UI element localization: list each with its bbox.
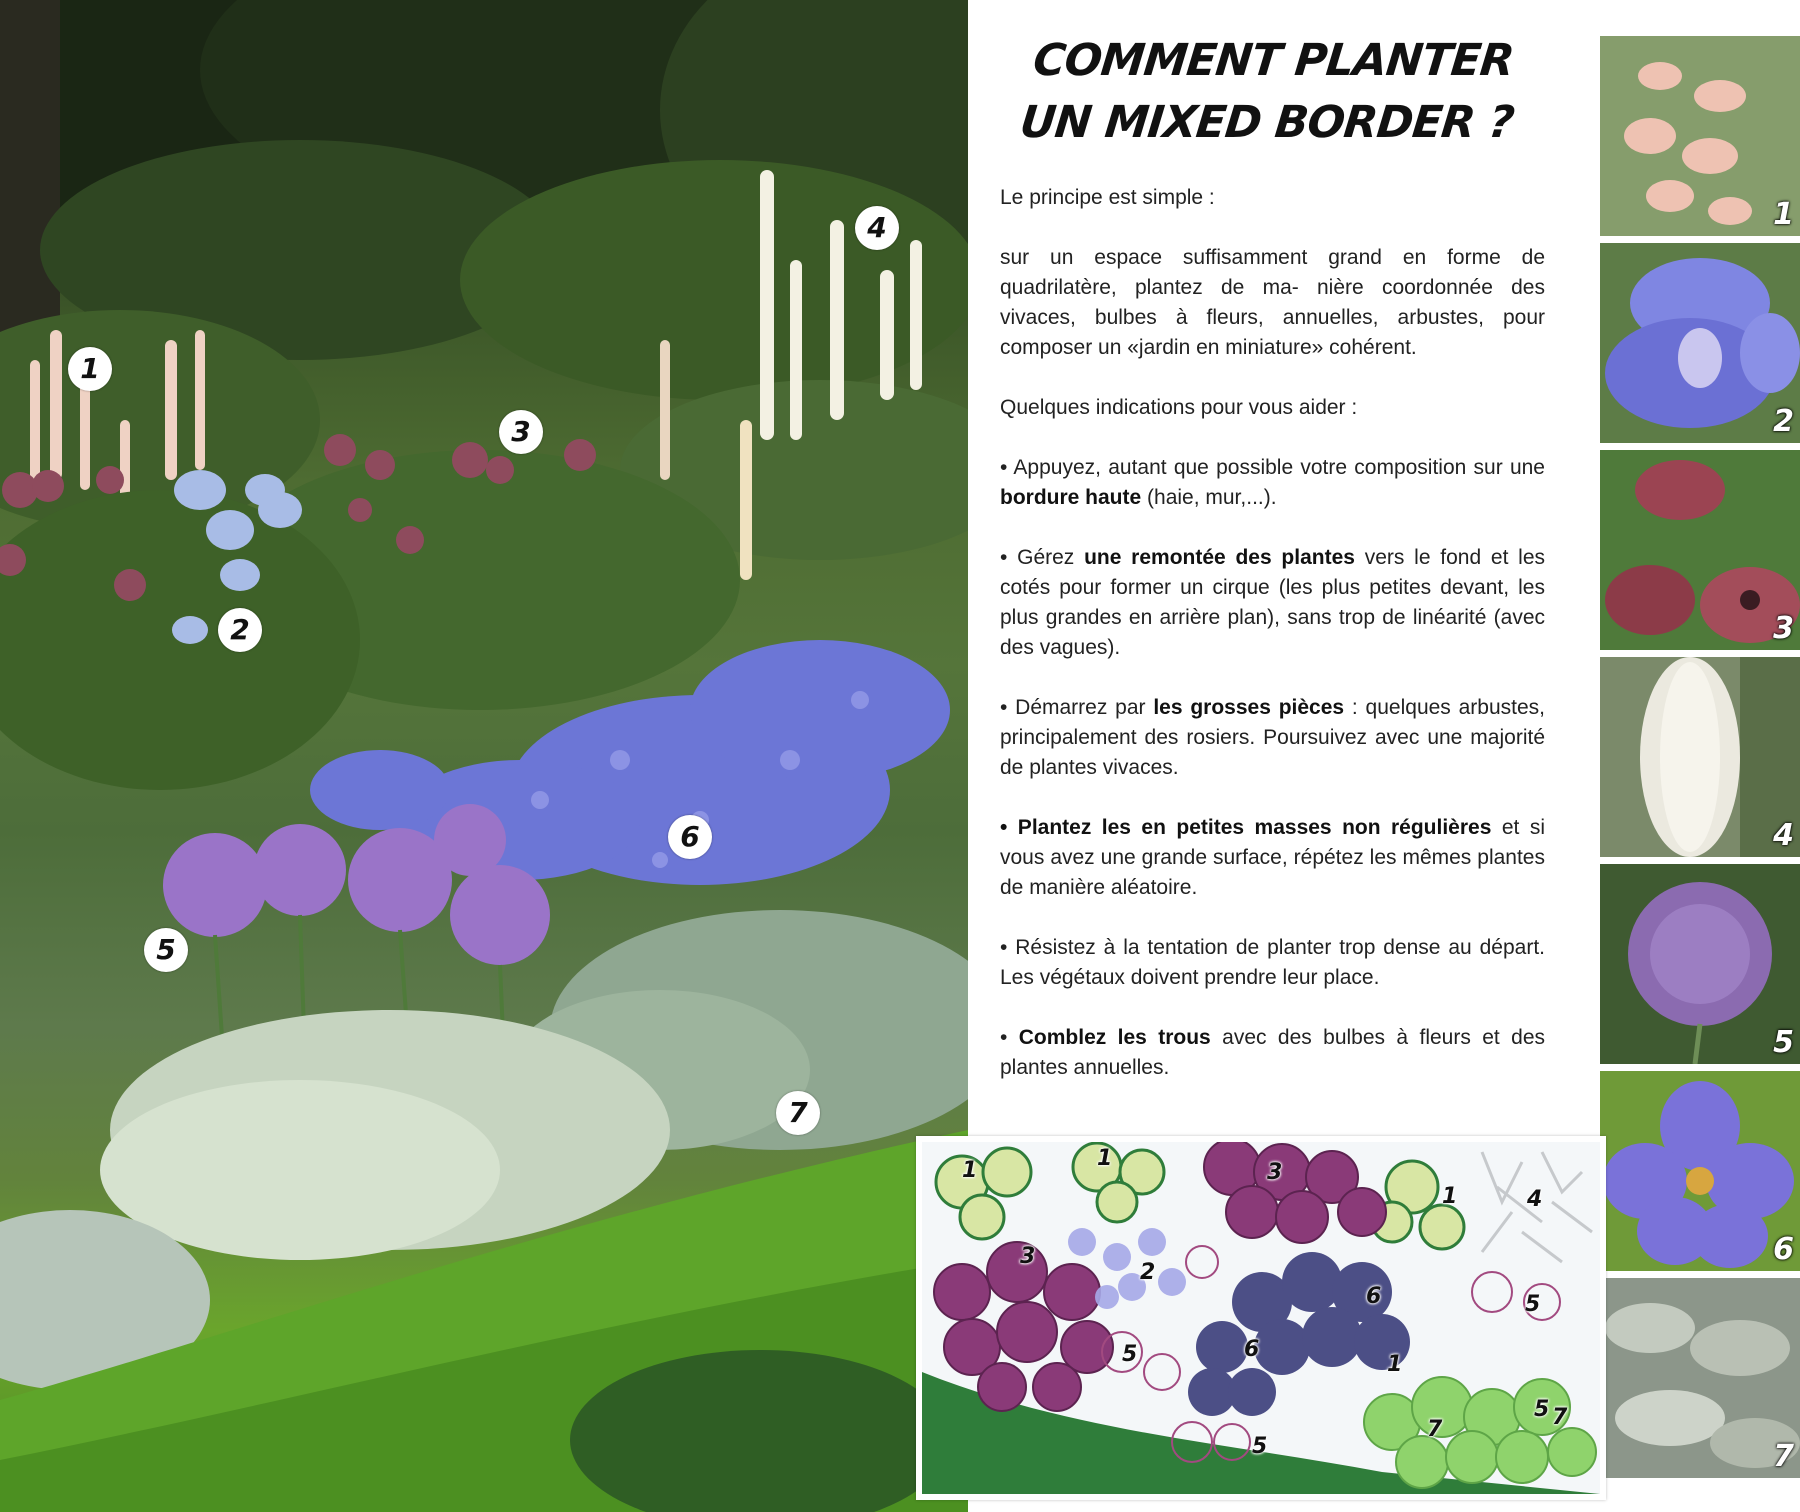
- diagram-label-1a: 1: [962, 1158, 978, 1183]
- tip-5: • Résistez à la tentation de planter trop dense au départ. Les végétaux doivent prendre leur place.: [1000, 936, 1545, 989]
- geranium-image: [1600, 1071, 1800, 1271]
- thumbnail-stachys: [1600, 1278, 1800, 1478]
- intro-text: Le principe est simple :: [1000, 186, 1215, 209]
- diagram-label-1b: 1: [1097, 1146, 1113, 1171]
- allium-image: [1600, 864, 1800, 1064]
- diagram-label-1c: 1: [1442, 1184, 1458, 1209]
- thumbnail-eremurus: [1600, 657, 1800, 857]
- principle-paragraph: sur un espace suffisamment grand en forme de quadrilatère, plantez de ma- nière coordonnée des vivaces, bulbes à fleurs, annuelles, arbustes, pour composer un «jardin en miniature» cohérent.: [1000, 246, 1545, 359]
- photo-marker-7: 7: [776, 1091, 820, 1135]
- diagram-label-7a: 7: [1427, 1417, 1443, 1442]
- iris-image: [1600, 243, 1800, 443]
- page-title: [993, 30, 1546, 154]
- tip-2: • Gérez une remontée des plantes vers le fond et les cotés pour former un cirque (les plus petites devant, les plus grandes en arrière plan), sans trop de linéarité (avec des vagues).: [1000, 546, 1546, 659]
- thumbnail-number: 2: [1773, 404, 1794, 439]
- photo-marker-6: 6: [668, 815, 712, 859]
- title-line-1: COMMENT PLANTER: [1030, 35, 1516, 86]
- thumbnail-number: 3: [1773, 611, 1794, 646]
- thumbnail-number: 4: [1773, 818, 1794, 853]
- photo-marker-3: 3: [499, 410, 543, 454]
- poppy-image: [1600, 450, 1800, 650]
- photo-marker-4: 4: [855, 206, 899, 250]
- diagram-label-5b: 5: [1525, 1292, 1541, 1317]
- diagram-label-5c: 5: [1252, 1434, 1268, 1459]
- diagram-label-5a: 5: [1122, 1342, 1138, 1367]
- thumbnail-foxglove: [1600, 36, 1800, 236]
- photo-marker-1: 1: [68, 347, 112, 391]
- planting-diagram: [916, 1136, 1606, 1500]
- thumbnail-number: 5: [1773, 1025, 1794, 1060]
- diagram-label-5d: 5: [1534, 1397, 1550, 1422]
- thumbnail-number: 7: [1773, 1439, 1794, 1474]
- tip-3: • Démarrez par les grosses pièces : quelques arbustes, principalement des rosiers. Poursuivez avec une majorité de plantes vivaces.: [1000, 696, 1545, 779]
- diagram-label-7b: 7: [1552, 1405, 1568, 1430]
- thumbnail-number: 6: [1773, 1232, 1794, 1267]
- photo-marker-5: 5: [144, 928, 188, 972]
- thumbnail-poppy: [1600, 450, 1800, 650]
- tip-6: • Comblez les trous avec des bulbes à fleurs et des plantes annuelles.: [1000, 1026, 1546, 1079]
- diagram-label-3a: 3: [1267, 1160, 1283, 1185]
- diagram-label-2: 2: [1140, 1260, 1156, 1285]
- diagram-label-6b: 6: [1244, 1337, 1260, 1362]
- stachys-image: [1600, 1278, 1800, 1478]
- article-body: [1000, 183, 1545, 1113]
- diagram-label-6a: 6: [1366, 1284, 1382, 1309]
- thumbnail-allium: [1600, 864, 1800, 1064]
- diagram-label-1d: 1: [1387, 1352, 1403, 1377]
- diagram-label-4: 4: [1527, 1187, 1543, 1212]
- eremurus-image: [1600, 657, 1800, 857]
- photo-marker-2: 2: [218, 608, 262, 652]
- thumbnail-number: 1: [1773, 197, 1794, 232]
- indications-heading: Quelques indications pour vous aider :: [1000, 396, 1358, 419]
- title-line-2: UN MIXED BORDER ?: [1017, 97, 1516, 148]
- thumbnail-geranium: [1600, 1071, 1800, 1271]
- tip-4: • Plantez les en petites masses non régulières et si vous avez une grande surface, répétez les mêmes plantes de manière aléatoire.: [1000, 816, 1545, 899]
- tip-1: • Appuyez, autant que possible votre composition sur une bordure haute (haie, mur,...).: [1000, 456, 1545, 509]
- foxglove-image: [1600, 36, 1800, 236]
- diagram-label-3b: 3: [1020, 1244, 1036, 1269]
- thumbnail-iris: [1600, 243, 1800, 443]
